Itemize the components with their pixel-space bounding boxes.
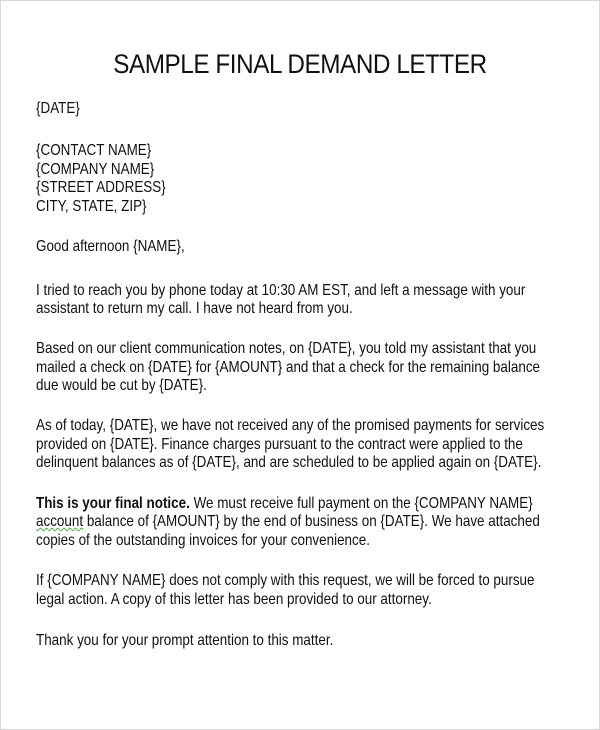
- paragraph-1-line: assistant to return my call. I have not heard from you.: [36, 300, 353, 317]
- address-street: {STREET ADDRESS}: [36, 179, 166, 196]
- paragraph-2-line: due would be cut by {DATE}.: [36, 377, 207, 394]
- closing-line: Thank you for your prompt attention to this matter.: [36, 632, 334, 649]
- text: balance of {AMOUNT} by the end of business on {DATE}. We have attached: [83, 513, 540, 530]
- final-notice-bold: This is your final notice.: [36, 495, 190, 512]
- address-city: CITY, STATE, ZIP}: [36, 198, 147, 215]
- date-line: {DATE}: [36, 100, 80, 117]
- paragraph-4-line: [36, 513, 540, 531]
- paragraph-3-line: As of today, {DATE}, we have not received any of the promised payments for services: [36, 417, 545, 434]
- greeting: Good afternoon {NAME},: [36, 238, 185, 255]
- paragraph-2-line: Based on our client communication notes, on {DATE}, you told my assistant that you: [36, 340, 537, 357]
- text: We must receive full payment on the {COMPANY NAME}: [189, 495, 533, 512]
- paragraph-4-line: copies of the outstanding invoices for your convenience.: [36, 532, 370, 549]
- paragraph-5-line: If {COMPANY NAME} does not comply with this request, we will be forced to pursue: [36, 572, 535, 589]
- paragraph-5-line: legal action. A copy of this letter has been provided to our attorney.: [36, 591, 432, 608]
- paragraph-1-line: I tried to reach you by phone today at 10:30 AM EST, and left a message with your: [36, 282, 526, 299]
- paragraph-3-line: delinquent balances as of {DATE}, and are scheduled to be applied again on {DATE}.: [36, 454, 542, 471]
- paragraph-4-line: [36, 495, 533, 513]
- address-contact: {CONTACT NAME}: [36, 142, 152, 159]
- address-company: {COMPANY NAME}: [36, 161, 155, 178]
- paragraph-2-line: mailed a check on {DATE} for {AMOUNT} and that a check for the remaining balance: [36, 359, 541, 376]
- spellcheck-word: account: [36, 513, 84, 530]
- paragraph-3-line: provided on {DATE}. Finance charges pursuant to the contract were applied to the: [36, 436, 523, 453]
- letter-title: SAMPLE FINAL DEMAND LETTER: [113, 49, 487, 79]
